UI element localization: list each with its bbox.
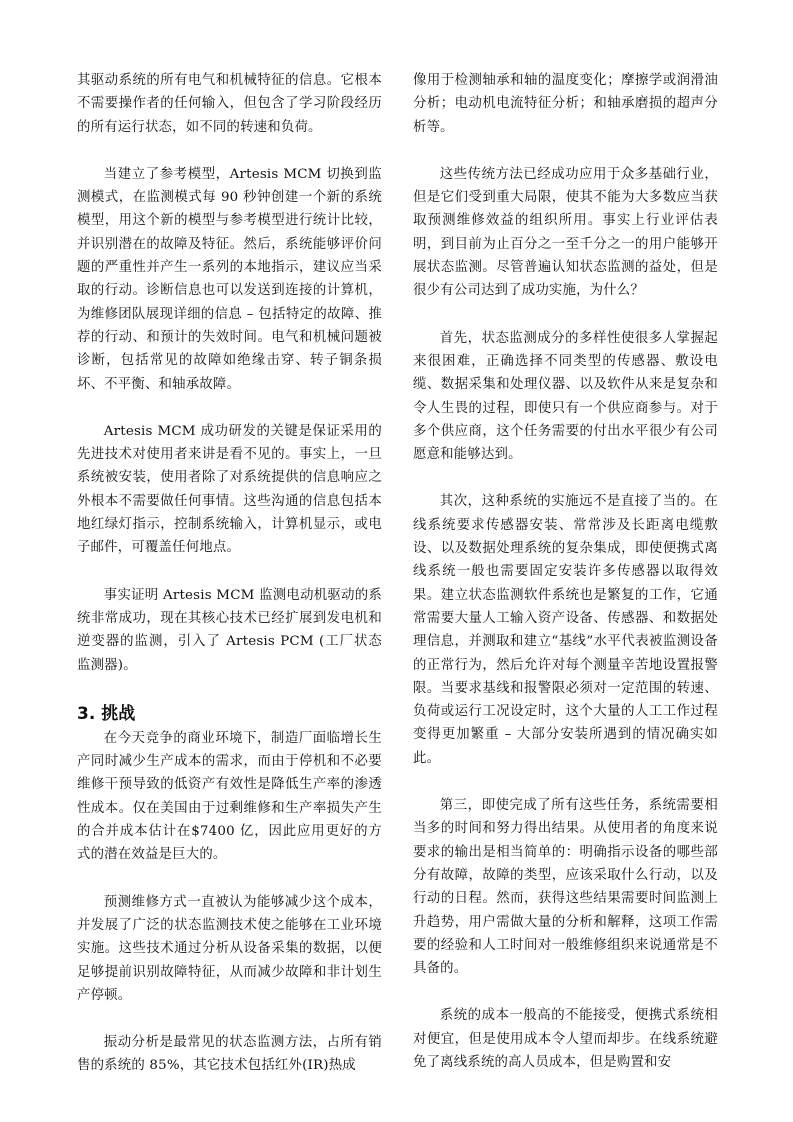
paragraph: 当建立了参考模型，Artesis MCM 切换到监测模式，在监测模式每 90 秒钟创建一个新的系统模型，用这个新的模型与参考模型进行统计比较，并识别潜在的故障及特征。然后，系统能够评价问题的严重性并产生一系列的本地指示，建议应当采取的行动。诊断信息也可以发送到连接的计算机，为维修团队展现详细的信息 – 包括特定的故障、推荐的行动、和预计的失效时间。电气和机械问题被诊断，包括常见的故障如绝缘击穿、转子铜条损坏、不平衡、和轴承故障。 [77,166,382,392]
paragraph: 像用于检测轴承和轴的温度变化；摩擦学或润滑油分析；电动机电流特征分析；和轴承磨损的超声分析等。 [413,73,718,135]
paragraph: 系统的成本一般高的不能接受，便携式系统相对便宜，但是使用成本令人望而却步。在线系统避免了离线系统的高人员成本，但是购置和安 [413,1008,718,1070]
paragraph: 其驱动系统的所有电气和机械特征的信息。它根本不需要操作者的任何输入，但包含了学习阶段经历的所有运行状态，如不同的转速和负荷。 [77,73,382,135]
section-heading: 3. 挑战 [77,703,136,724]
paragraph: 这些传统方法已经成功应用于众多基础行业，但是它们受到重大局限，使其不能为大多数应当获取预测维修效益的组织所用。事实上行业评估表明，到目前为止百分之一至千分之一的用户能够开展状态监测。尽管普遍认知状态监测的益处，但是很少有公司达到了成功实施，为什么？ [413,166,718,299]
paragraph: 在今天竞争的商业环境下，制造厂面临增长生产同时减少生产成本的需求，而由于停机和不必要维修干预导致的低资产有效性是降低生产率的渗透性成本。仅在美国由于过剩维修和生产率损失产生的合并成本估计在$7400 亿，因此应用更好的方式的潜在效益是巨大的。 [77,730,382,863]
paragraph: 事实证明 Artesis MCM 监测电动机驱动的系统非常成功，现在其核心技术已经扩展到发电机和逆变器的监测，引入了 Artesis PCM (工厂状态监测器)。 [77,587,382,673]
left-column [77,69,382,1102]
paragraph: Artesis MCM 成功研发的关键是保证采用的先进技术对使用者来讲是看不见的。事实上，一旦系统被安装，使用者除了对系统提供的信息响应之外根本不需要做任何事情。这些沟通的信息包括本地红绿灯指示，控制系统输入，计算机显示，或电子邮件，可覆盖任何地点。 [77,423,382,556]
paragraph: 第三，即使完成了所有这些任务，系统需要相当多的时间和努力得出结果。从使用者的角度来说要求的输出是相当简单的：明确指示设备的哪些部分有故障，故障的类型，应该采取什么行动，以及行动的日程。然而，获得这些结果需要时间监测上升趋势，用户需做大量的分析和解释，这项工作需要的经验和人工时间对一般维修组织来说通常是不具备的。 [413,798,718,977]
paragraph: 其次，这种系统的实施远不是直接了当的。在线系统要求传感器安装、常常涉及长距离电缆敷设、以及数据处理系统的复杂集成，即使便携式离线系统一般也需要固定安装许多传感器以取得效果。建立状态监测软件系统也是繁复的工作，它通常需要大量人工输入资产设备、传感器、和数据处理信息，并测取和建立“基线”水平代表被监测设备的正常行为，然后允许对每个测量辛苦地设置报警限。当要求基线和报警限必须对一定范围的转速、负荷或运行工况设定时，这个大量的人工工作过程变得更加繁重 – 大部分安装所遇到的情况确实如此。 [413,494,718,766]
paragraph: 首先，状态监测成分的多样性使很多人掌握起来很困难，正确选择不同类型的传感器、敷设电缆、数据采集和处理仪器、以及软件从来是复杂和令人生畏的过程，即使只有一个供应商参与。对于多个供应商，这个任务需要的付出水平很少有公司愿意和能够达到。 [413,330,718,463]
paragraph: 预测维修方式一直被认为能够减少这个成本，并发展了广泛的状态监测技术使之能够在工业环境实施。这些技术通过分析从设备采集的数据，以便足够提前识别故障特征，从而减少故障和非计划生产停顿。 [77,894,382,1003]
right-column [413,69,718,1098]
paragraph: 振动分析是最常见的状态监测方法，占所有销售的系统的 85%，其它技术包括红外(IR)热成 [77,1035,382,1074]
